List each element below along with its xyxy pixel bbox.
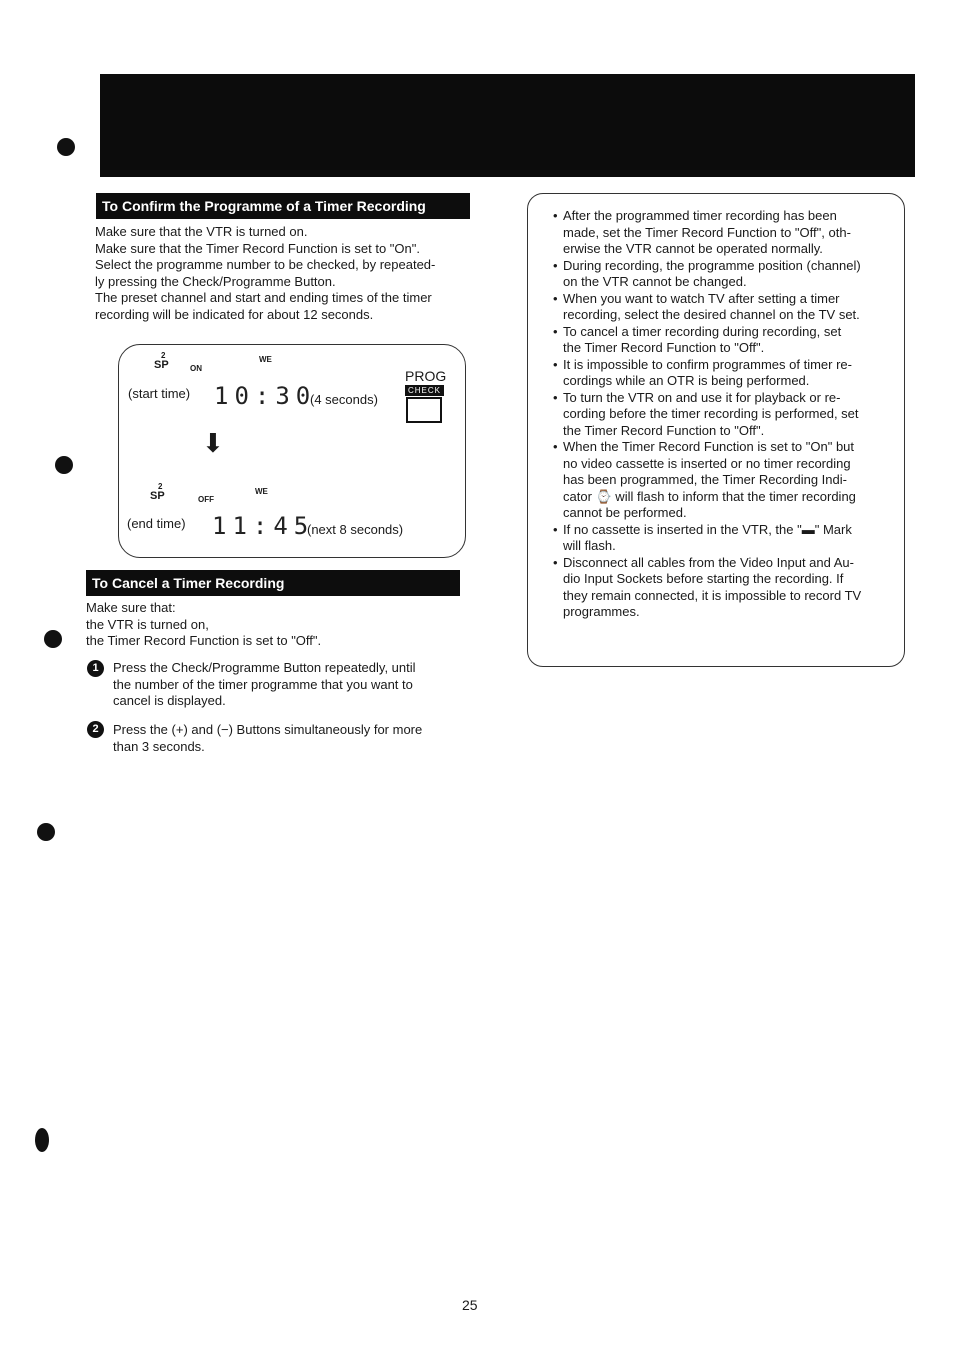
start-duration-label: (4 seconds) <box>310 392 378 407</box>
page-number: 25 <box>462 1297 478 1313</box>
day-indicator: WE <box>255 487 268 496</box>
start-time-display: 10:30 <box>214 382 317 410</box>
cancel-timer-heading: To Cancel a Timer Recording <box>86 570 460 596</box>
step-2-text <box>113 722 422 755</box>
confirm-instructions <box>95 224 435 323</box>
bullet-icon: • <box>553 389 558 405</box>
day-indicator: WE <box>259 355 272 364</box>
end-time-label: (end time) <box>127 516 186 531</box>
margin-mark <box>57 138 75 156</box>
note-item <box>553 522 895 555</box>
note-text: To cancel a timer recording during recording, set the Timer Record Function to "Off". <box>563 323 842 355</box>
step-1-text <box>113 660 416 710</box>
check-badge: CHECK <box>405 385 444 396</box>
prog-label: PROG <box>405 368 447 384</box>
header-bar <box>100 74 915 177</box>
bullet-icon: • <box>553 356 558 372</box>
speed-mode-indicator: SP <box>154 359 169 371</box>
precondition-line: the Timer Record Function is set to "Off". <box>86 633 322 648</box>
step-line: cancel is displayed. <box>113 693 226 708</box>
instruction-line: recording will be indicated for about 12 seconds. <box>95 306 374 322</box>
bullet-icon: • <box>553 554 558 570</box>
cancel-preconditions <box>86 600 321 650</box>
note-item <box>553 555 895 621</box>
note-item <box>553 390 895 440</box>
note-text: To turn the VTR on and use it for playback or re- cording before the timer recording is performed, set the Timer Record Function to "Off". <box>563 389 859 438</box>
precondition-line: Make sure that: <box>86 600 176 615</box>
speed-mode-indicator: SP <box>150 490 165 502</box>
instruction-line: Select the programme number to be checked, by repeated- <box>95 257 436 272</box>
precondition-line: the VTR is turned on, <box>86 616 209 632</box>
step-line: the number of the timer programme that you want to <box>113 676 413 692</box>
note-text: It is impossible to confirm programmes of timer re- cordings while an OTR is being performed. <box>563 356 852 388</box>
note-text: After the programmed timer recording has been made, set the Timer Record Function to "Off", oth- erwise the VTR cannot be operated normally. <box>563 208 851 256</box>
note-text: Disconnect all cables from the Video Input and Au- dio Input Sockets before starting the recording. If they remain connected, it is impossible to record TV programmes. <box>563 554 862 619</box>
bullet-icon: • <box>553 257 558 273</box>
bullet-icon: • <box>553 208 558 223</box>
start-time-label: (start time) <box>128 386 191 401</box>
step-line: Press the Check/Programme Button repeatedly, until <box>113 660 416 675</box>
channel-number: 2 <box>158 482 163 491</box>
instruction-line: ly pressing the Check/Programme Button. <box>95 273 336 289</box>
instruction-line: Make sure that the VTR is turned on. <box>95 224 308 239</box>
instruction-line: Make sure that the Timer Record Function is set to "On". <box>95 240 420 256</box>
note-item <box>553 439 895 522</box>
instruction-line: The preset channel and start and ending times of the timer <box>95 290 432 305</box>
check-programme-button-icon <box>406 397 442 423</box>
note-item <box>553 357 895 390</box>
note-item <box>553 258 895 291</box>
margin-mark <box>55 456 73 474</box>
bullet-icon: • <box>553 323 558 339</box>
note-text: When the Timer Record Function is set to "On" but no video cassette is inserted or no timer recording has been programmed, the Timer Recording Indi- cator ⌚ will flash to inform that the timer recording cannot be performed. <box>563 439 856 520</box>
end-duration-label: (next 8 seconds) <box>307 522 404 537</box>
step-number-2: 2 <box>87 721 104 738</box>
margin-mark <box>35 1128 49 1152</box>
margin-mark <box>37 823 55 841</box>
note-text: When you want to watch TV after setting a timer recording, select the desired channel on the TV set. <box>563 290 860 322</box>
timer-status-indicator: ON <box>190 364 202 373</box>
margin-mark <box>44 630 62 648</box>
note-text: If no cassette is inserted in the VTR, the "▬" Mark will flash. <box>563 521 852 553</box>
bullet-icon: • <box>553 439 558 454</box>
channel-number: 2 <box>161 351 166 360</box>
note-text: During recording, the programme position (channel) on the VTR cannot be changed. <box>563 257 861 289</box>
timer-status-indicator: OFF <box>198 495 214 504</box>
end-time-display: 11:45 <box>212 512 315 540</box>
step-line: than 3 seconds. <box>113 738 205 754</box>
bullet-icon: • <box>553 521 558 537</box>
arrow-down-icon: ⬇ <box>202 428 224 458</box>
confirm-programme-heading: To Confirm the Programme of a Timer Recording <box>96 193 470 219</box>
note-item <box>553 208 895 258</box>
note-item <box>553 291 895 324</box>
note-item <box>553 324 895 357</box>
step-number-1: 1 <box>87 660 104 677</box>
notes-list <box>553 208 895 621</box>
step-line: Press the (+) and (−) Buttons simultaneously for more <box>113 722 423 737</box>
bullet-icon: • <box>553 290 558 306</box>
